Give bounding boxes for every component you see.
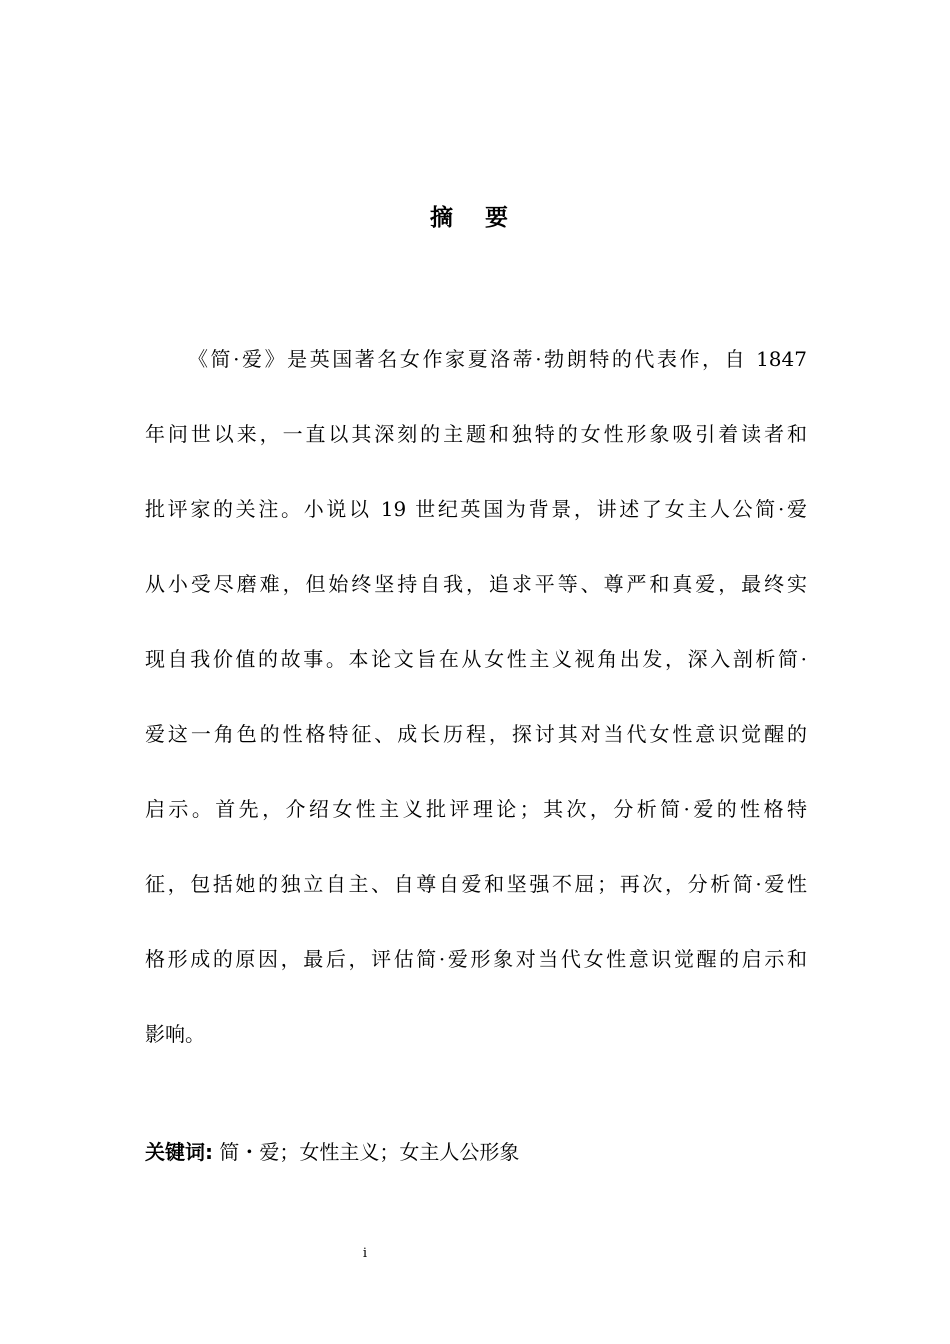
abstract-line: 《简·爱》是英国著名女作家夏洛蒂·勃朗特的代表作，自 1847 xyxy=(188,347,807,371)
abstract-line: 现自我价值的故事。本论文旨在从女性主义视角出发，深入剖析简· xyxy=(145,647,807,671)
abstract-line: 爱这一角色的性格特征、成长历程，探讨其对当代女性意识觉醒的 xyxy=(145,722,807,746)
abstract-title: 摘 要 xyxy=(429,205,520,231)
keywords-label: 关键词: xyxy=(145,1140,213,1164)
abstract-line: 启示。首先，介绍女性主义批评理论；其次，分析简·爱的性格特 xyxy=(145,797,807,821)
abstract-line: 格形成的原因，最后，评估简·爱形象对当代女性意识觉醒的启示和 xyxy=(145,947,807,971)
keywords-text: 简・爱；女性主义；女主人公形象 xyxy=(219,1140,520,1164)
abstract-line: 从小受尽磨难，但始终坚持自我，追求平等、尊严和真爱，最终实 xyxy=(145,572,807,596)
keywords-section xyxy=(145,1136,519,1168)
abstract-line: 批评家的关注。小说以 19 世纪英国为背景，讲述了女主人公简·爱 xyxy=(145,497,807,521)
abstract-line: 影响。 xyxy=(145,1022,205,1046)
page-number: i xyxy=(362,1246,368,1261)
abstract-line: 征，包括她的独立自主、自尊自爱和坚强不屈；再次，分析简·爱性 xyxy=(145,872,807,896)
abstract-line: 年问世以来，一直以其深刻的主题和独特的女性形象吸引着读者和 xyxy=(145,422,807,446)
abstract-body xyxy=(145,322,807,1072)
